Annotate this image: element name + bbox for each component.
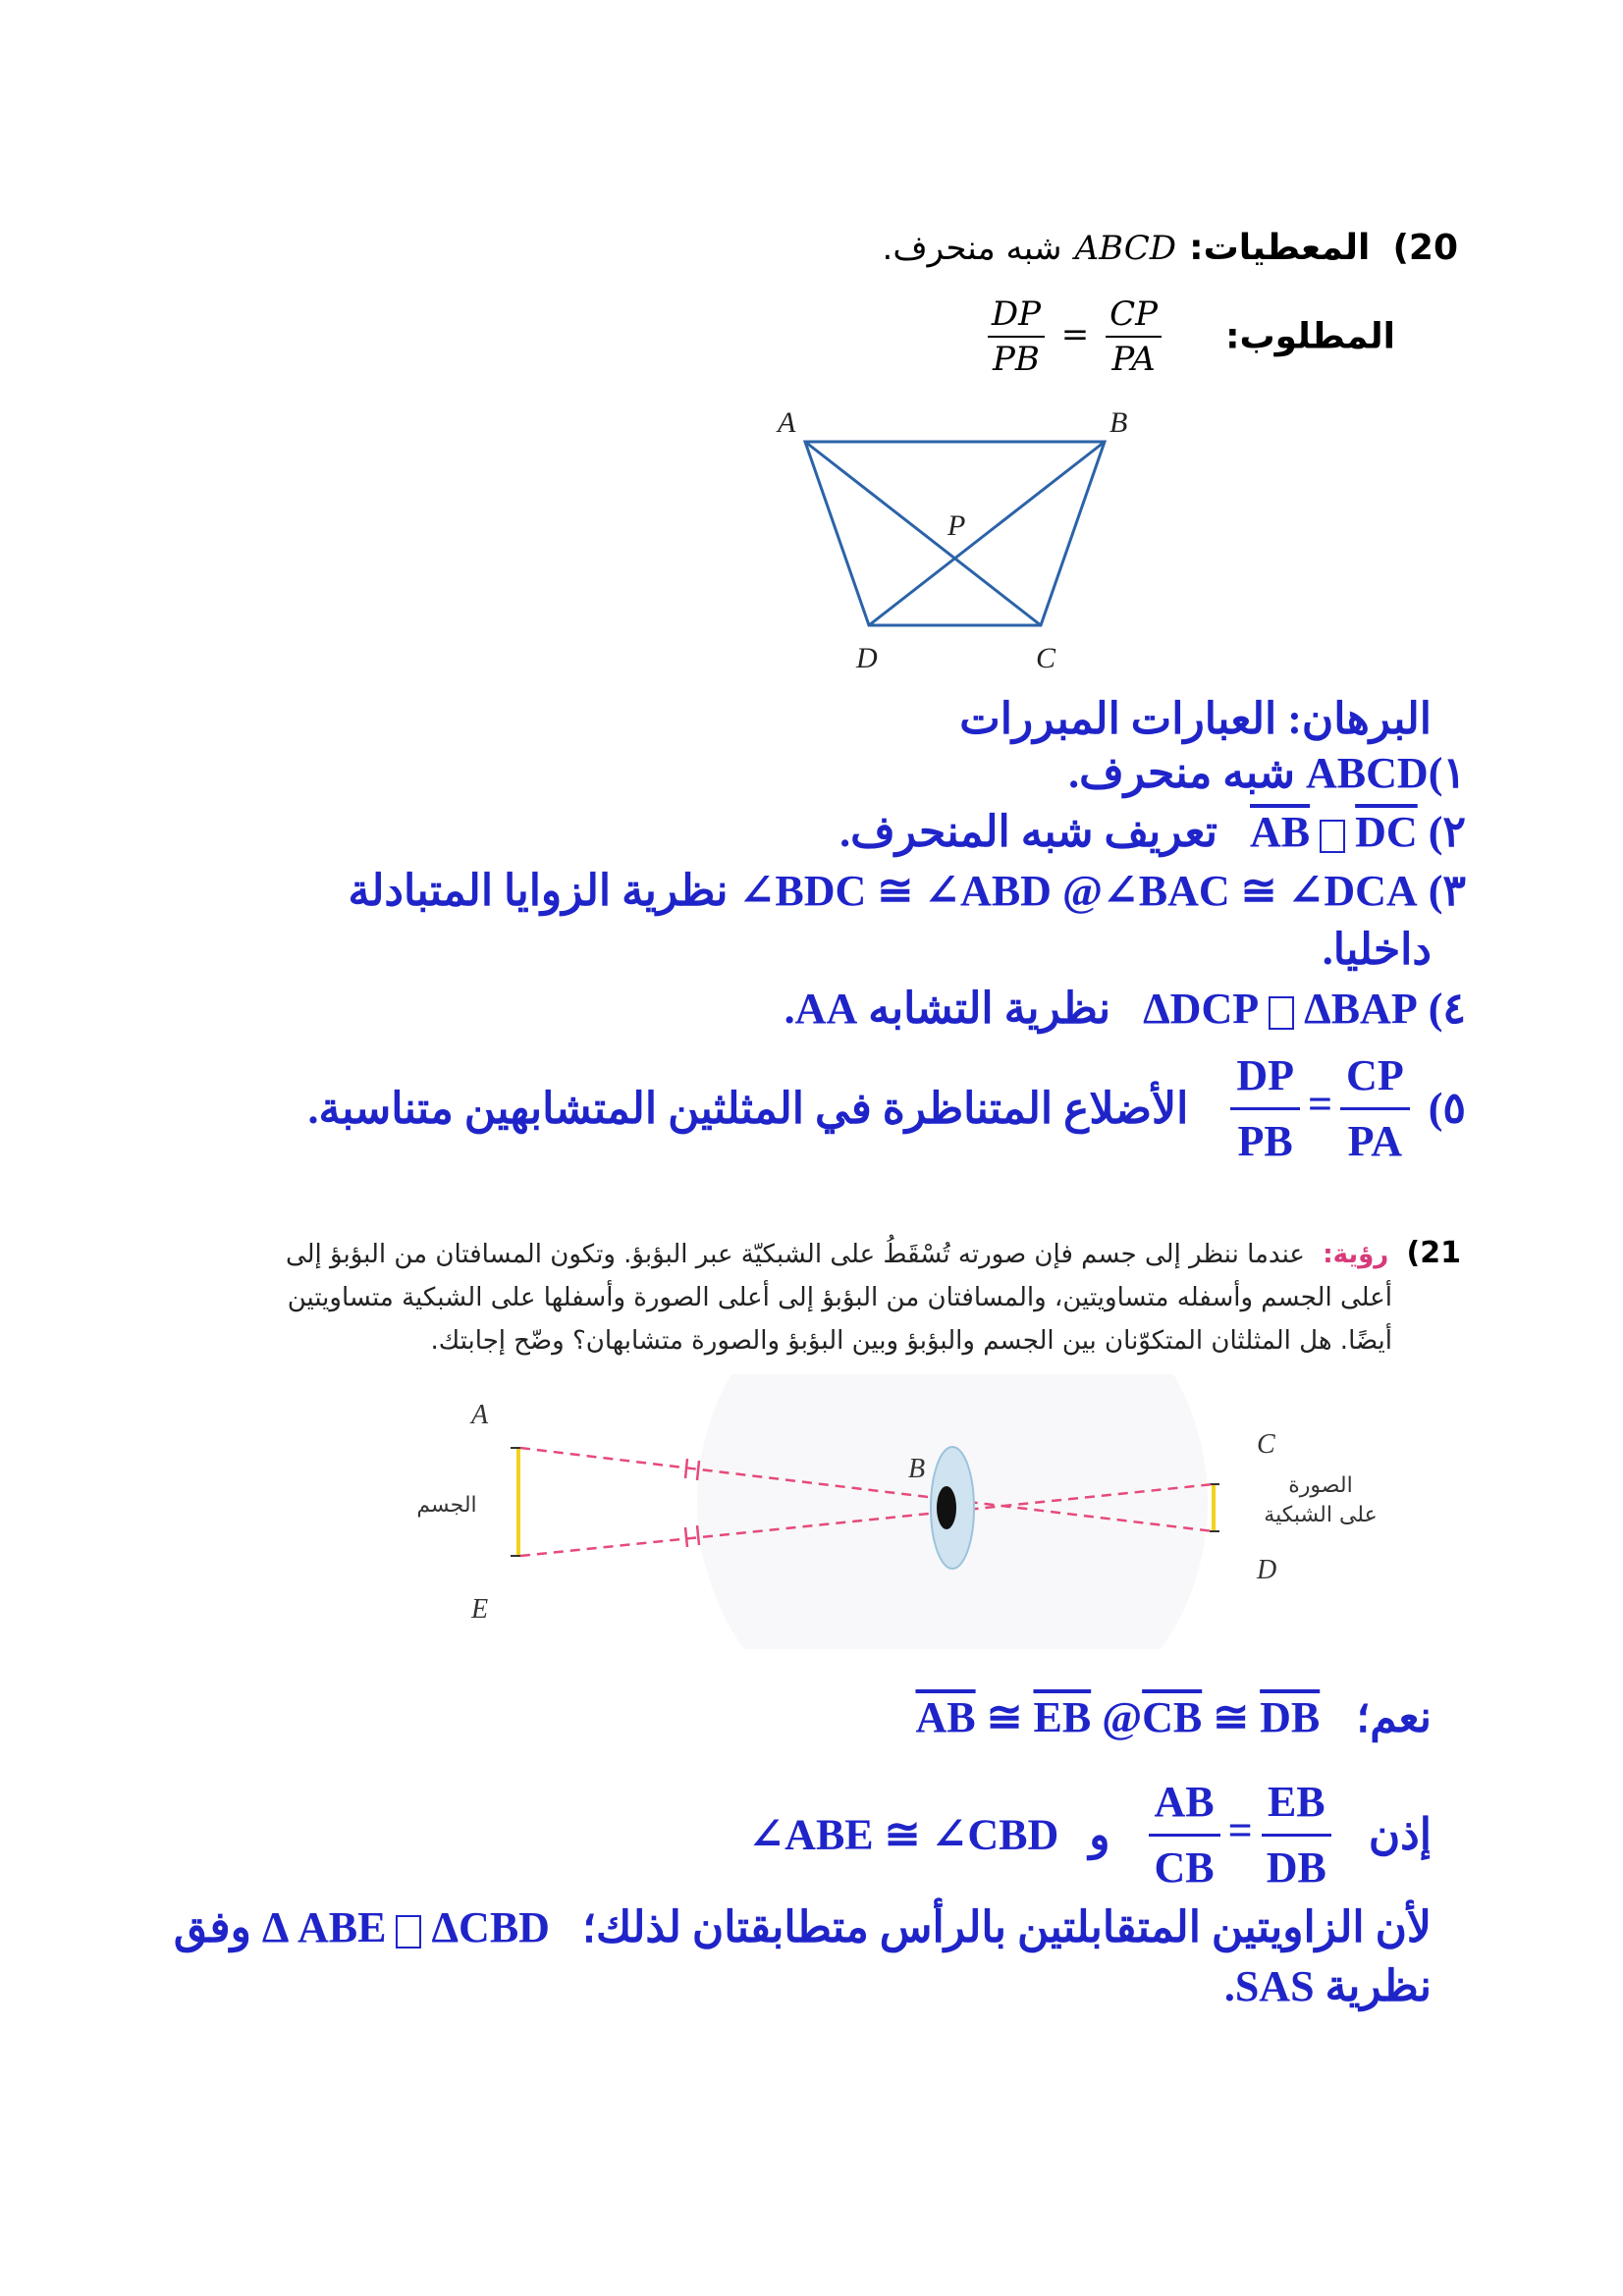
q21-text: [185, 1232, 1461, 1362]
answer-and: و: [1089, 1810, 1110, 1859]
at-symbol: @: [1102, 1693, 1143, 1741]
cong-1: ≅: [986, 1693, 1023, 1741]
tri-cbd: ΔCBD: [431, 1903, 550, 1951]
vertex-b-label: B: [1109, 406, 1128, 439]
step1-num: ١): [1428, 749, 1466, 797]
q20-number: 20): [1392, 228, 1458, 268]
answer-line-4: نظرية SAS.: [1223, 1962, 1432, 2010]
ratio-n2: EB: [1262, 1775, 1331, 1837]
vertex-d-label: D: [856, 642, 878, 674]
step3-text: نظرية الزوايا المتبادلة: [348, 867, 729, 915]
q20-req-d1: PB: [992, 340, 1040, 379]
vertex-p-label: P: [947, 509, 966, 542]
step2-seg-ab: $\overline{AB}$: [1250, 808, 1311, 856]
step4-num: ٤): [1428, 985, 1466, 1033]
step2-num: ٢): [1428, 808, 1466, 856]
step5-n2: CP: [1340, 1048, 1410, 1110]
answer-angles: ∠ABE ≅ ∠CBD: [748, 1810, 1059, 1859]
similar-symbol-box: [1269, 996, 1294, 1030]
step3-math: ∠BDC ≅ ∠ABD @∠BAC ≅ ∠DCA: [738, 867, 1418, 915]
diagonal-ac: [805, 442, 1041, 625]
proof-step-4: [288, 982, 1466, 1037]
vertex-c-label: C: [1036, 642, 1056, 674]
parallel-symbol-box: [1320, 820, 1345, 853]
step1-var: ABCD: [1306, 749, 1429, 797]
step4-tri-dcp: ΔDCP: [1143, 985, 1260, 1033]
image-label-line2: على الشبكية: [1264, 1503, 1378, 1527]
answer-line-1: [253, 1690, 1432, 1745]
q20-required-eq: [988, 294, 1162, 379]
step3-num: ٣): [1428, 867, 1466, 915]
q21-line-2: أعلى الجسم وأسفله متساويتين، والمسافتان من البؤبؤ إلى أعلى الصورة وأسفلها على الشبكية متساويتين: [287, 1283, 1392, 1312]
seg-db: $\overline{DB}$: [1260, 1693, 1321, 1741]
pupil: [937, 1486, 956, 1529]
step4-math: [1143, 985, 1418, 1033]
step1-text: شبه منحرف.: [1068, 749, 1296, 797]
q20-required-line: [708, 294, 1395, 379]
q20-req-eq: =: [1060, 315, 1090, 354]
q20-req-n2: CP: [1106, 294, 1162, 338]
image-label-line1: الصورة: [1288, 1473, 1353, 1498]
answer-similarity: [262, 1903, 550, 1951]
answer-ratio: [1141, 1775, 1340, 1896]
q20-required-label: المطلوب:: [1225, 316, 1395, 357]
ratio-d2: DB: [1266, 1843, 1326, 1892]
tick-eb-1: [685, 1527, 687, 1547]
tick-ab-1: [685, 1459, 687, 1478]
q20-given-text: شبه منحرف.: [882, 229, 1062, 268]
q21-line-1: [185, 1232, 1461, 1276]
proof-step-3: [91, 864, 1466, 919]
step5-d1: PB: [1237, 1117, 1293, 1165]
point-b-label: B: [908, 1454, 926, 1484]
step2-math: [1250, 808, 1418, 856]
answer-according: وفق: [173, 1903, 251, 1951]
answer-line-3: [57, 1900, 1432, 1955]
answer-then: إذن: [1368, 1810, 1432, 1859]
seg-ab: $\overline{AB}$: [915, 1693, 976, 1741]
object-label: الجسم: [416, 1493, 477, 1518]
diagonal-bd: [869, 442, 1105, 625]
eye-projection-figure: [373, 1374, 1434, 1649]
vertex-a-label: A: [778, 406, 796, 439]
ratio-n1: AB: [1149, 1775, 1220, 1837]
proof-step-3-cont: داخليا.: [1322, 926, 1432, 974]
step4-tri-bap: ΔBAP: [1304, 985, 1418, 1033]
point-a-label: A: [471, 1400, 489, 1430]
step5-d2: PA: [1347, 1117, 1403, 1165]
q21-line1-text: عندما ننظر إلى جسم فإن صورته تُسْقَطُ على الشبكيّة عبر البؤبؤ. وتكون المسافتان من البؤبؤ إلى: [285, 1240, 1305, 1269]
q21-number: 21): [1406, 1236, 1461, 1270]
proof-header: البرهان: العبارات المبررات: [959, 695, 1432, 743]
point-c-label: C: [1257, 1429, 1275, 1460]
ratio-d1: CB: [1154, 1843, 1215, 1892]
seg-eb: $\overline{EB}$: [1033, 1693, 1092, 1741]
answer-seg-math: [915, 1693, 1320, 1741]
q20-given-label: المعطيات:: [1189, 228, 1371, 268]
similar-symbol-box-2: [396, 1915, 421, 1949]
proof-step-1: [288, 746, 1466, 801]
answer-line-2: [253, 1775, 1432, 1896]
q20-given-line: [574, 228, 1458, 268]
answer-yes: نعم؛: [1356, 1693, 1432, 1741]
seg-cb: $\overline{CB}$: [1142, 1693, 1203, 1741]
proof-step-2: [288, 805, 1466, 860]
step5-eq: =: [1307, 1080, 1333, 1129]
step5-n1: DP: [1230, 1048, 1300, 1110]
q21-label: رؤية:: [1323, 1240, 1389, 1269]
proof-step-5: [91, 1048, 1466, 1169]
step5-text: الأضلاع المتناظرة في المثلثين المتشابهين متناسبة.: [307, 1084, 1189, 1133]
step5-num: ٥): [1428, 1084, 1466, 1133]
step2-text: تعريف شبه المنحرف.: [839, 808, 1218, 856]
q20-req-n1: DP: [988, 294, 1045, 338]
q20-req-d2: PA: [1111, 340, 1156, 379]
point-d-label: D: [1257, 1555, 1277, 1585]
step4-text: نظرية التشابه AA.: [784, 985, 1111, 1033]
answer-because: لأن الزاويتين المتقابلتين بالرأس متطابقتان لذلك؛: [581, 1903, 1432, 1951]
step2-seg-dc: $\overline{DC}$: [1355, 808, 1418, 856]
q20-given-var: ABCD: [1074, 229, 1177, 268]
point-e-label: E: [471, 1594, 489, 1625]
ratio-eq: =: [1227, 1806, 1253, 1855]
step5-math: [1222, 1048, 1417, 1169]
tri-abe: Δ ABE: [261, 1903, 387, 1951]
cong-2: ≅: [1213, 1693, 1250, 1741]
trapezoid-figure: [766, 398, 1178, 692]
q21-line-3: أيضًا. هل المثلثان المتكوّنان بين الجسم والبؤبؤ وبين البؤبؤ والصورة متشابهان؟ وضّح إجابتك.: [430, 1326, 1392, 1356]
